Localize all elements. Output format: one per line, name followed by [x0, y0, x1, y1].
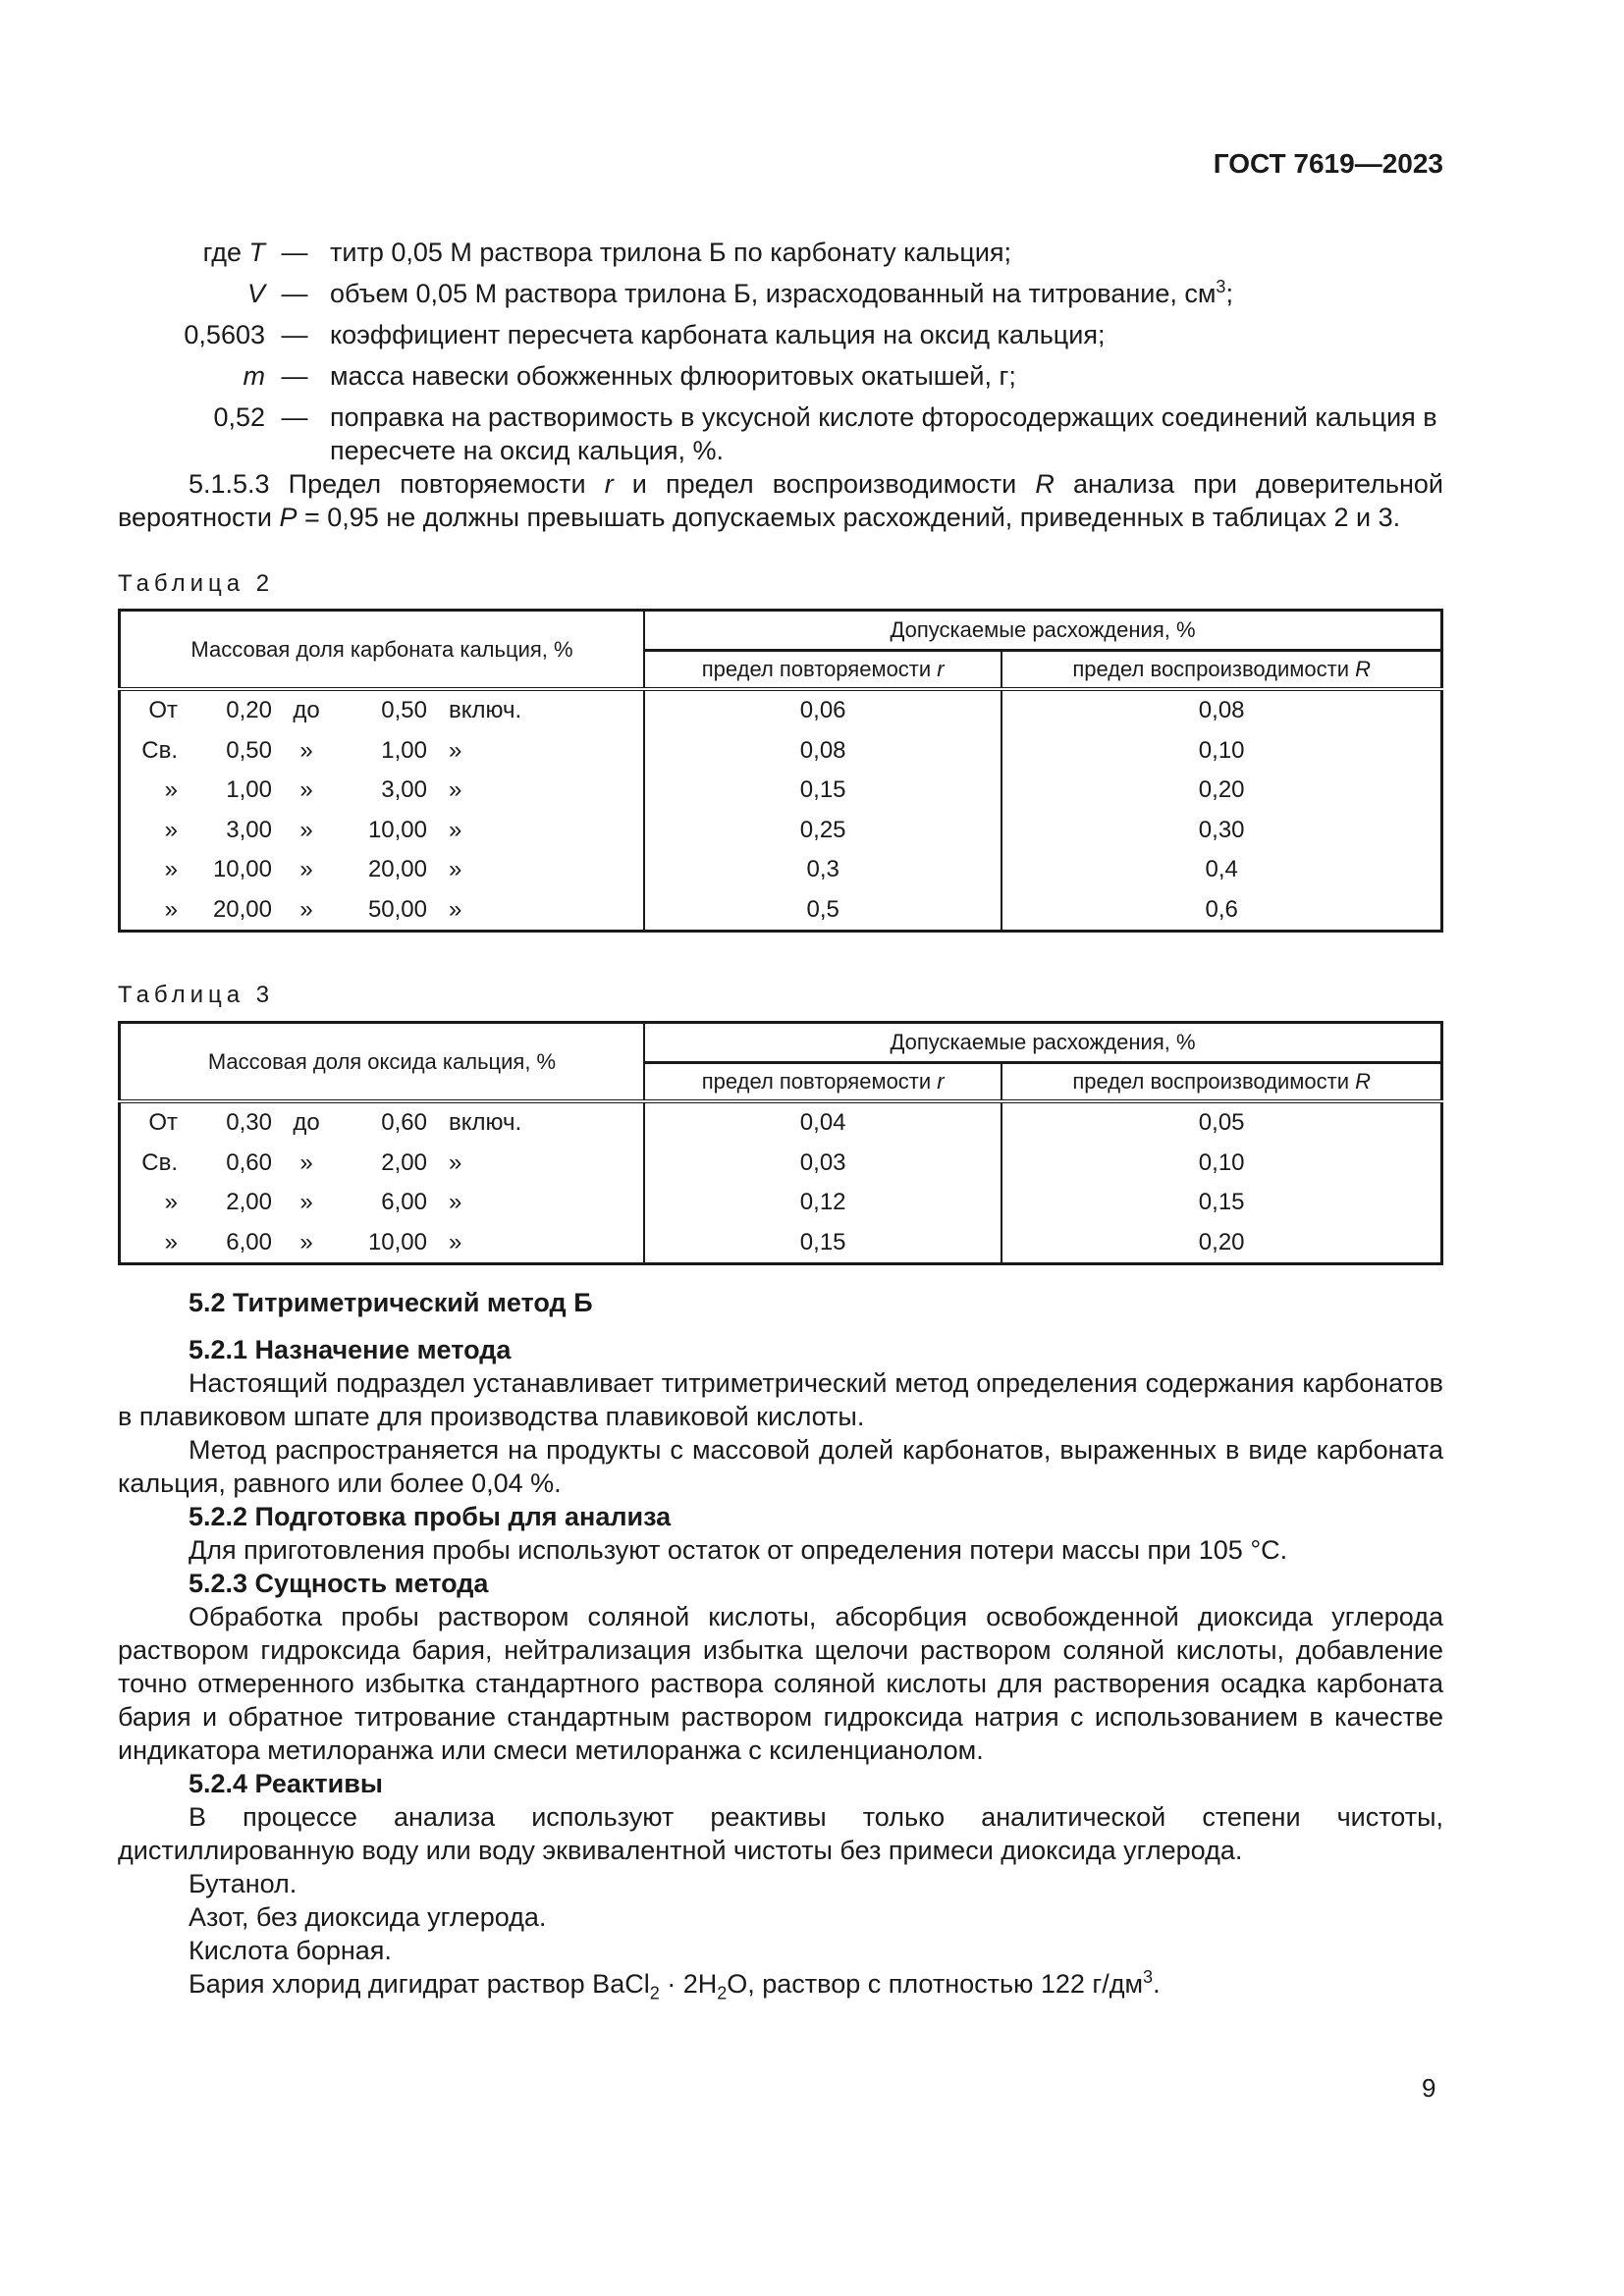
range-to: 10,00 — [367, 816, 427, 843]
symbol-r: r — [937, 657, 945, 681]
table-row — [120, 850, 1442, 890]
range-prefix: » — [164, 1228, 178, 1255]
definition-text: коэффициент пересчета карбоната кальция на оксид кальция; — [330, 320, 1106, 349]
range-suffix: включ. — [449, 1109, 522, 1137]
range-from: 0,50 — [226, 736, 272, 764]
repeatability-value: 0,12 — [644, 1183, 1001, 1223]
repeatability-value: 0,15 — [644, 771, 1001, 811]
range-suffix: » — [449, 856, 462, 883]
symbol-R: R — [1355, 657, 1371, 681]
reproducibility-value: 0,20 — [1001, 771, 1441, 811]
range-from: 0,20 — [226, 697, 272, 724]
table-row — [120, 731, 1442, 772]
range-to-label: » — [299, 1148, 313, 1176]
symbol-R: R — [1355, 1069, 1371, 1094]
table-2-header-repeatability — [644, 651, 1001, 690]
superscript: 3 — [1143, 1967, 1154, 1987]
text-run: . — [1153, 1969, 1161, 1999]
symbol-R: R — [1035, 469, 1055, 499]
range-prefix: » — [164, 816, 178, 843]
doc-code-header: ГОСТ 7619—2023 — [1213, 148, 1443, 179]
table-2-caption: Таблица 2 — [118, 570, 275, 597]
definition-text: титр 0,05 М раствора трилона Б по карбонату кальция; — [330, 238, 1012, 267]
symbol-P: P — [279, 503, 298, 532]
section-5-2-1-paragraph-2: Метод распространяется на продукты с массовой долей карбонатов, выраженных в виде карбоната кальция, равного или более 0,04 %. — [118, 1435, 1443, 1498]
range-to-label: » — [299, 776, 313, 804]
range-prefix: » — [164, 1189, 178, 1216]
reproducibility-value: 0,15 — [1001, 1183, 1441, 1223]
range-from: 1,00 — [226, 776, 272, 804]
superscript: 3 — [1216, 277, 1226, 296]
reproducibility-value: 0,30 — [1001, 811, 1441, 851]
range-cell — [120, 811, 645, 851]
text-run: Бария хлорид дигидрат раствор BaCl — [189, 1969, 650, 1999]
table-row — [120, 1223, 1442, 1264]
definition-row — [118, 236, 1443, 277]
range-to-label: до — [293, 1109, 320, 1137]
section-5-2-1-title: 5.2.1 Назначение метода — [189, 1335, 512, 1364]
range-suffix: » — [449, 776, 462, 804]
header-text: предел воспроизводимости — [1072, 657, 1356, 681]
range-suffix: » — [449, 1228, 462, 1255]
range-to-label: » — [299, 1228, 313, 1255]
section-5-2-4-paragraph: В процессе анализа используют реактивы только аналитической степени чистоты, дистиллированную воду или воду эквивалентной чистоты без примеси диоксида углерода. — [118, 1802, 1443, 1865]
range-prefix: Св. — [141, 1148, 178, 1176]
text-run: · 2H — [659, 1969, 718, 1999]
range-from: 20,00 — [212, 895, 272, 923]
range-from: 2,00 — [226, 1189, 272, 1216]
definition-text: масса навески обожженных флюоритовых окатышей, г; — [330, 361, 1016, 391]
variable-definitions — [118, 236, 1443, 475]
range-from: 0,30 — [226, 1109, 272, 1137]
repeatability-value: 0,03 — [644, 1144, 1001, 1184]
header-text: предел воспроизводимости — [1072, 1069, 1356, 1094]
definition-symbol: V — [246, 279, 265, 308]
definition-dash: — — [281, 320, 308, 349]
range-to: 0,50 — [381, 697, 427, 724]
section-5-2-1-paragraph-1: Настоящий подраздел устанавливает титриметрический метод определения содержания карбонатов в плавиковом шпате для производства плавиковой кислоты. — [118, 1368, 1443, 1431]
range-cell — [120, 1144, 645, 1184]
section-5-2 — [118, 1286, 1443, 2001]
repeatability-value: 0,04 — [644, 1101, 1001, 1144]
symbol-r: r — [937, 1069, 945, 1094]
range-from: 10,00 — [212, 856, 272, 883]
definition-prefix: где — [202, 238, 249, 267]
range-prefix: » — [164, 856, 178, 883]
table-3-header-tolerances: Допускаемые расхождения, % — [644, 1023, 1442, 1063]
definition-row — [118, 400, 1443, 475]
section-5-2-4-title: 5.2.4 Реактивы — [189, 1769, 383, 1798]
table-row — [120, 1144, 1442, 1184]
subscript: 2 — [717, 1983, 728, 2003]
symbol-r: r — [604, 469, 614, 499]
range-to-label: » — [299, 856, 313, 883]
range-cell — [120, 689, 645, 731]
reproducibility-value: 0,4 — [1001, 850, 1441, 890]
definition-dash: — — [281, 402, 308, 432]
range-to: 20,00 — [367, 856, 427, 883]
table-3-header-mass-fraction: Массовая доля оксида кальция, % — [120, 1023, 645, 1102]
reproducibility-value: 0,6 — [1001, 890, 1441, 932]
text-run: и предел воспроизводимости — [613, 469, 1036, 499]
reagent-item-barium-chloride — [118, 1967, 1443, 2001]
table-row — [120, 1101, 1442, 1144]
table-2-header-tolerances: Допускаемые расхождения, % — [644, 611, 1442, 651]
table-3-header-repeatability — [644, 1063, 1001, 1102]
table-row — [120, 1183, 1442, 1223]
range-to: 6,00 — [381, 1189, 427, 1216]
definition-dash: — — [281, 361, 308, 391]
repeatability-value: 0,06 — [644, 689, 1001, 731]
definition-symbol: 0,5603 — [184, 320, 265, 349]
repeatability-value: 0,25 — [644, 811, 1001, 851]
table-3-caption: Таблица 3 — [118, 982, 275, 1008]
table-row — [120, 771, 1442, 811]
header-text: предел повторяемости — [701, 1069, 938, 1094]
range-suffix: » — [449, 816, 462, 843]
range-to-label: » — [299, 1189, 313, 1216]
range-cell — [120, 1223, 645, 1264]
range-cell — [120, 1183, 645, 1223]
definition-dash: — — [281, 279, 308, 308]
definition-symbol: T — [248, 238, 265, 267]
reproducibility-value: 0,10 — [1001, 731, 1441, 772]
definition-row — [118, 318, 1443, 359]
table-row — [120, 890, 1442, 932]
range-cell — [120, 1101, 645, 1144]
page-number: 9 — [1422, 2073, 1436, 2103]
range-to-label: » — [299, 736, 313, 764]
table-3 — [118, 1021, 1443, 1265]
range-from: 6,00 — [226, 1228, 272, 1255]
repeatability-value: 0,08 — [644, 731, 1001, 772]
text-run: 5.1.5.3 Предел повторяемости — [189, 469, 605, 499]
repeatability-value: 0,5 — [644, 890, 1001, 932]
range-cell — [120, 771, 645, 811]
range-prefix: От — [148, 1109, 178, 1137]
range-cell — [120, 731, 645, 772]
range-to-label: » — [299, 895, 313, 923]
subscript: 2 — [649, 1983, 660, 2003]
paragraph-5-1-5-3 — [118, 467, 1443, 534]
range-cell — [120, 890, 645, 932]
range-to: 1,00 — [381, 736, 427, 764]
repeatability-value: 0,15 — [644, 1223, 1001, 1264]
range-suffix: » — [449, 1148, 462, 1176]
range-prefix: » — [164, 776, 178, 804]
reagent-item: Бутанол. — [189, 1869, 298, 1898]
range-to: 0,60 — [381, 1109, 427, 1137]
range-from: 0,60 — [226, 1148, 272, 1176]
reproducibility-value: 0,08 — [1001, 689, 1441, 731]
definition-text: поправка на растворимость в уксусной кислоте фторосодержащих соединений кальция в пересчете на оксид кальция, %. — [330, 402, 1437, 465]
range-suffix: » — [449, 1189, 462, 1216]
reagent-item: Кислота борная. — [189, 1936, 392, 1965]
repeatability-value: 0,3 — [644, 850, 1001, 890]
definition-dash: — — [281, 238, 308, 267]
reproducibility-value: 0,10 — [1001, 1144, 1441, 1184]
section-5-2-title: 5.2 Титриметрический метод Б — [189, 1288, 593, 1317]
section-5-2-3-paragraph: Обработка пробы раствором соляной кислоты, абсорбция освобожденной диоксида углерода раствором гидроксида бария, нейтрализация избытка щелочи раствором соляной кислоты, добавление точно отмеренного избытка стандартного раствора соляной кислоты для растворения осадка карбоната бария и обратное титрование стандартным раствором гидроксида натрия с использованием в качестве индикатора метилоранжа или смеси метилоранжа с ксиленцианолом. — [118, 1602, 1443, 1765]
definition-symbol: m — [243, 361, 265, 391]
table-row — [120, 811, 1442, 851]
table-2-header-mass-fraction: Массовая доля карбоната кальция, % — [120, 611, 645, 690]
range-to-label: » — [299, 816, 313, 843]
table-2-header-reproducibility — [1001, 651, 1441, 690]
definition-text: объем 0,05 М раствора трилона Б, израсходованный на титрование, см — [330, 279, 1217, 308]
section-5-2-2-paragraph: Для приготовления пробы используют остаток от определения потери массы при 105 °С. — [189, 1535, 1288, 1565]
range-prefix: Св. — [141, 736, 178, 764]
table-3-header-reproducibility — [1001, 1063, 1441, 1102]
range-from: 3,00 — [226, 816, 272, 843]
text-run: O, раствор с плотностью 122 г/дм — [727, 1969, 1144, 1999]
range-suffix: включ. — [449, 697, 522, 724]
range-to: 3,00 — [381, 776, 427, 804]
text-run: анализа при доверительной вероятности — [118, 469, 1443, 532]
table-row — [120, 689, 1442, 731]
reproducibility-value: 0,05 — [1001, 1101, 1441, 1144]
section-5-2-3-title: 5.2.3 Сущность метода — [189, 1569, 489, 1598]
range-to: 50,00 — [367, 895, 427, 923]
definition-row — [118, 359, 1443, 400]
definition-text-after: ; — [1225, 279, 1233, 308]
range-to-label: до — [293, 697, 320, 724]
table-2 — [118, 609, 1443, 933]
header-text: предел повторяемости — [701, 657, 938, 681]
reagent-item: Азот, без диоксида углерода. — [189, 1902, 547, 1932]
section-5-2-2-title: 5.2.2 Подготовка пробы для анализа — [189, 1502, 672, 1531]
definition-symbol: 0,52 — [213, 402, 265, 432]
range-to: 2,00 — [381, 1148, 427, 1176]
range-cell — [120, 850, 645, 890]
range-prefix: » — [164, 895, 178, 923]
text-run: = 0,95 не должны превышать допускаемых расхождений, приведенных в таблицах 2 и 3. — [297, 503, 1401, 532]
range-to: 10,00 — [367, 1228, 427, 1255]
range-prefix: От — [148, 697, 178, 724]
reproducibility-value: 0,20 — [1001, 1223, 1441, 1264]
range-suffix: » — [449, 895, 462, 923]
range-suffix: » — [449, 736, 462, 764]
definition-row — [118, 277, 1443, 318]
